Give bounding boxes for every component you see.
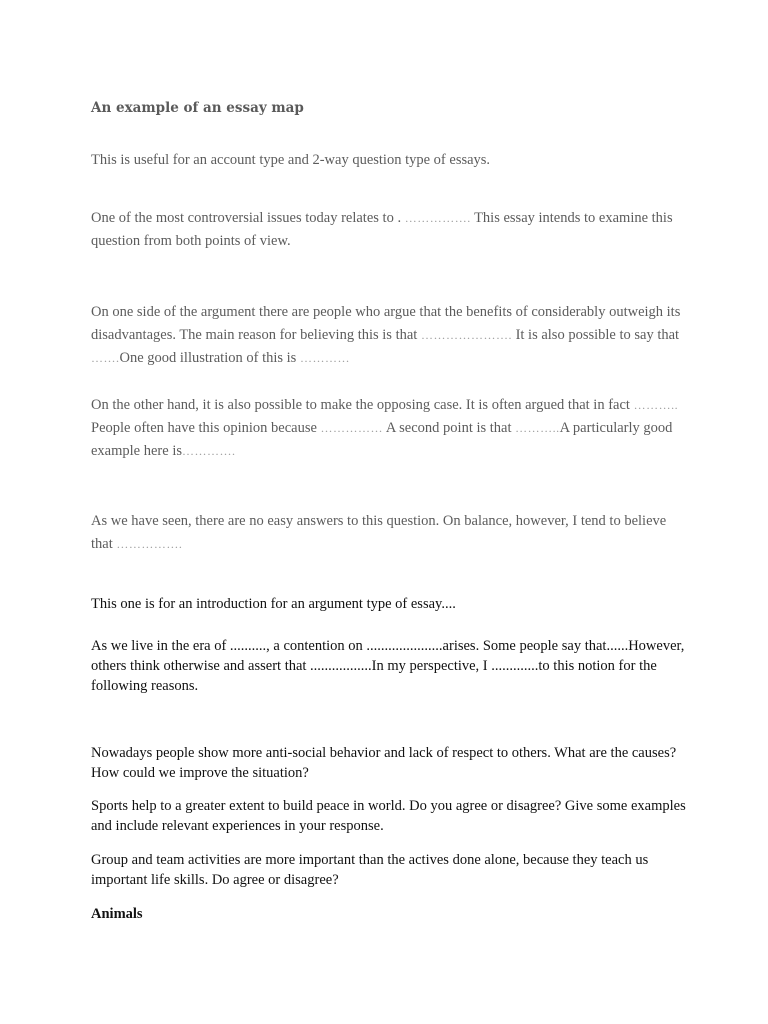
text-segment: One of the most controversial issues today relates to . [91, 210, 405, 226]
text-segment: A particularly good example here is [91, 420, 673, 459]
blank-placeholder: …………………. [420, 328, 512, 342]
essay-map-paragraph-1 [91, 207, 691, 253]
blank-placeholder: ……. [91, 351, 120, 365]
document-title: An example of an essay map [91, 100, 304, 116]
text-segment: It is also possible to say that [511, 327, 680, 343]
essay-question-2: Sports help to a greater extent to build peace in world. Do you agree or disagree? Give some examples and include relevant experiences in your response. [91, 798, 686, 834]
text-segment: One good illustration of this is [119, 350, 300, 366]
blank-placeholder: ……………. [116, 537, 183, 551]
text-segment: On the other hand, it is also possible to make the opposing case. It is often argued that in fact [91, 397, 634, 413]
essay-question-1: Nowadays people show more anti-social behavior and lack of respect to others. What are the causes? How could we improve the situation? [91, 745, 677, 781]
text-segment: People often have this opinion because [91, 420, 321, 436]
text-segment: On one side of the argument there are people who argue that the benefits of considerably outweigh its disadvantages. The main reason for believing this is that [91, 304, 681, 343]
text-segment: A second point is that [383, 420, 516, 436]
essay-question-3: Group and team activities are more important than the actives done alone, because they teach us important life skills. Do agree or disagree? [91, 852, 649, 888]
intro-paragraph: This is useful for an account type and 2-way question type of essays. [91, 152, 491, 168]
essay-map-paragraph-3 [91, 394, 691, 463]
argument-intro-template: As we live in the era of .........., a contention on .....................arises. Some people say that......However, others think otherwise and assert that .................In my perspective, I .............to this notion for the following reasons. [91, 638, 685, 694]
blank-placeholder: ……….. [633, 398, 679, 412]
blank-placeholder: ………… [299, 351, 350, 365]
section-heading-animals: Animals [91, 906, 143, 922]
text-segment: This essay intends to examine this question from both points of view. [91, 210, 673, 249]
blank-placeholder: ……….. [515, 421, 560, 435]
blank-placeholder: …………. [182, 444, 236, 458]
blank-placeholder: …………… [320, 421, 384, 435]
argument-intro-label: This one is for an introduction for an argument type of essay.... [91, 596, 456, 612]
blank-placeholder: ……………. [404, 211, 471, 225]
essay-map-paragraph-4 [91, 510, 691, 556]
text-segment: As we have seen, there are no easy answers to this question. On balance, however, I tend to believe that [91, 513, 667, 552]
essay-map-paragraph-2 [91, 301, 691, 370]
